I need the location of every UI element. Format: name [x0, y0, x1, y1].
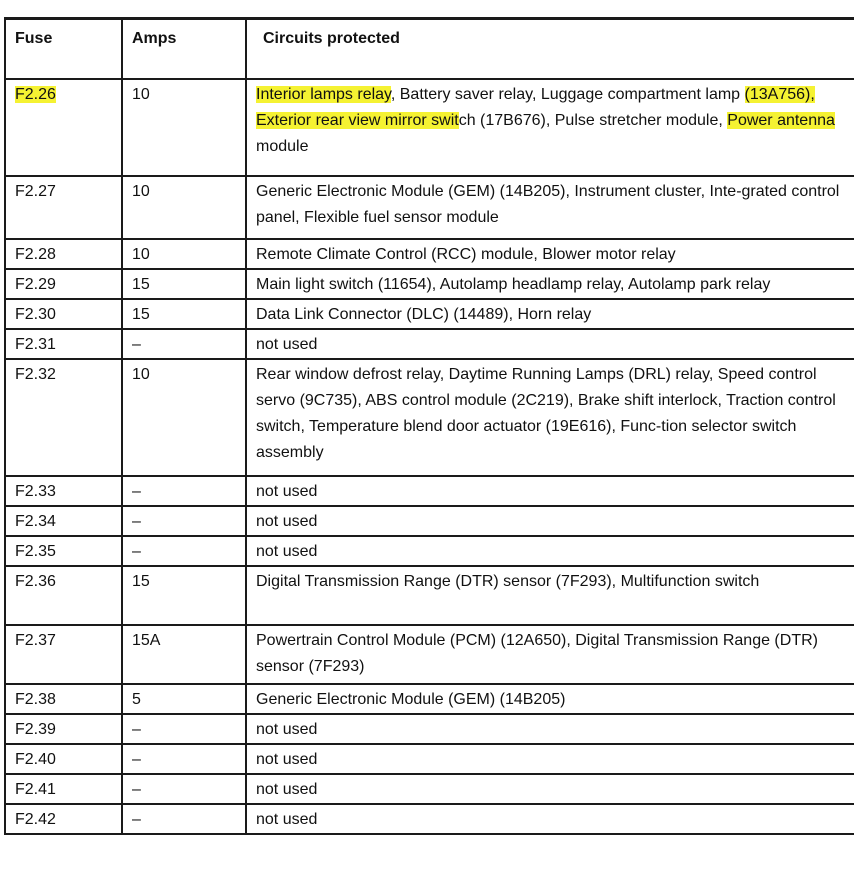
table-row — [5, 804, 854, 834]
circuits-cell: Generic Electronic Module (GEM) (14B205) — [246, 684, 854, 714]
circuits-cell: not used — [246, 536, 854, 566]
table-row — [5, 625, 854, 684]
fuse-cell: F2.39 — [5, 714, 122, 744]
highlighted-text: (13A756), Exterior rear view mirror swit — [256, 86, 815, 129]
table-row — [5, 359, 854, 476]
fuse-cell: F2.41 — [5, 774, 122, 804]
fuse-cell: F2.28 — [5, 239, 122, 269]
circuits-cell: Data Link Connector (DLC) (14489), Horn relay — [246, 299, 854, 329]
fuse-table — [4, 17, 854, 835]
amps-cell: – — [122, 506, 246, 536]
table-header-row — [5, 19, 854, 80]
fuse-cell: F2.29 — [5, 269, 122, 299]
circuits-text: , Battery saver relay, Luggage compartment lamp — [390, 86, 745, 103]
amps-cell: 15A — [122, 625, 246, 684]
table-row — [5, 684, 854, 714]
fuse-cell: F2.30 — [5, 299, 122, 329]
table-row — [5, 714, 854, 744]
highlighted-fuse-id: F2.26 — [15, 86, 56, 103]
amps-cell: – — [122, 804, 246, 834]
table-row — [5, 506, 854, 536]
amps-cell: 5 — [122, 684, 246, 714]
fuse-cell: F2.27 — [5, 176, 122, 239]
fuse-cell: F2.31 — [5, 329, 122, 359]
circuits-cell — [246, 79, 854, 176]
fuse-table-container — [4, 17, 854, 835]
fuse-cell: F2.33 — [5, 476, 122, 506]
fuse-cell: F2.37 — [5, 625, 122, 684]
circuits-cell: Remote Climate Control (RCC) module, Blower motor relay — [246, 239, 854, 269]
circuits-cell: not used — [246, 329, 854, 359]
amps-cell: – — [122, 536, 246, 566]
amps-cell: 10 — [122, 239, 246, 269]
table-row — [5, 744, 854, 774]
amps-cell: 15 — [122, 269, 246, 299]
table-row — [5, 536, 854, 566]
table-row — [5, 566, 854, 625]
amps-cell: – — [122, 774, 246, 804]
fuse-cell: F2.42 — [5, 804, 122, 834]
circuits-text: module — [256, 138, 309, 155]
circuits-cell: not used — [246, 714, 854, 744]
fuse-cell: F2.34 — [5, 506, 122, 536]
fuse-cell: F2.38 — [5, 684, 122, 714]
fuse-cell: F2.35 — [5, 536, 122, 566]
header-circuits: Circuits protected — [246, 19, 854, 80]
circuits-cell: not used — [246, 476, 854, 506]
header-fuse: Fuse — [5, 19, 122, 80]
circuits-cell: Generic Electronic Module (GEM) (14B205), Instrument cluster, Inte-grated control panel, Flexible fuel sensor module — [246, 176, 854, 239]
circuits-cell: not used — [246, 774, 854, 804]
circuits-cell: not used — [246, 744, 854, 774]
fuse-cell: F2.36 — [5, 566, 122, 625]
table-row — [5, 329, 854, 359]
fuse-cell: F2.32 — [5, 359, 122, 476]
table-row — [5, 176, 854, 239]
circuits-cell: not used — [246, 506, 854, 536]
amps-cell: – — [122, 476, 246, 506]
amps-cell: 15 — [122, 566, 246, 625]
amps-cell: 10 — [122, 176, 246, 239]
table-row — [5, 299, 854, 329]
circuits-text: ch (17B676), Pulse stretcher module, — [458, 112, 728, 129]
circuits-cell: Main light switch (11654), Autolamp headlamp relay, Autolamp park relay — [246, 269, 854, 299]
circuits-cell: Powertrain Control Module (PCM) (12A650), Digital Transmission Range (DTR) sensor (7F293) — [246, 625, 854, 684]
amps-cell: – — [122, 744, 246, 774]
highlighted-text: Interior lamps relay — [256, 86, 391, 103]
table-row — [5, 774, 854, 804]
table-row — [5, 269, 854, 299]
circuits-cell: Digital Transmission Range (DTR) sensor (7F293), Multifunction switch — [246, 566, 854, 625]
header-amps: Amps — [122, 19, 246, 80]
fuse-cell: F2.40 — [5, 744, 122, 774]
amps-cell: 10 — [122, 79, 246, 176]
table-row — [5, 79, 854, 176]
circuits-cell: not used — [246, 804, 854, 834]
table-row — [5, 239, 854, 269]
amps-cell: – — [122, 329, 246, 359]
amps-cell: – — [122, 714, 246, 744]
fuse-cell — [5, 79, 122, 176]
highlighted-text: Power antenna — [727, 112, 835, 129]
amps-cell: 10 — [122, 359, 246, 476]
amps-cell: 15 — [122, 299, 246, 329]
table-row — [5, 476, 854, 506]
circuits-cell: Rear window defrost relay, Daytime Running Lamps (DRL) relay, Speed control servo (9C735), ABS control module (2C219), Brake shift interlock, Traction control switch, Temperature blend door actuator (19E616), Func-tion selector switch assembly — [246, 359, 854, 476]
